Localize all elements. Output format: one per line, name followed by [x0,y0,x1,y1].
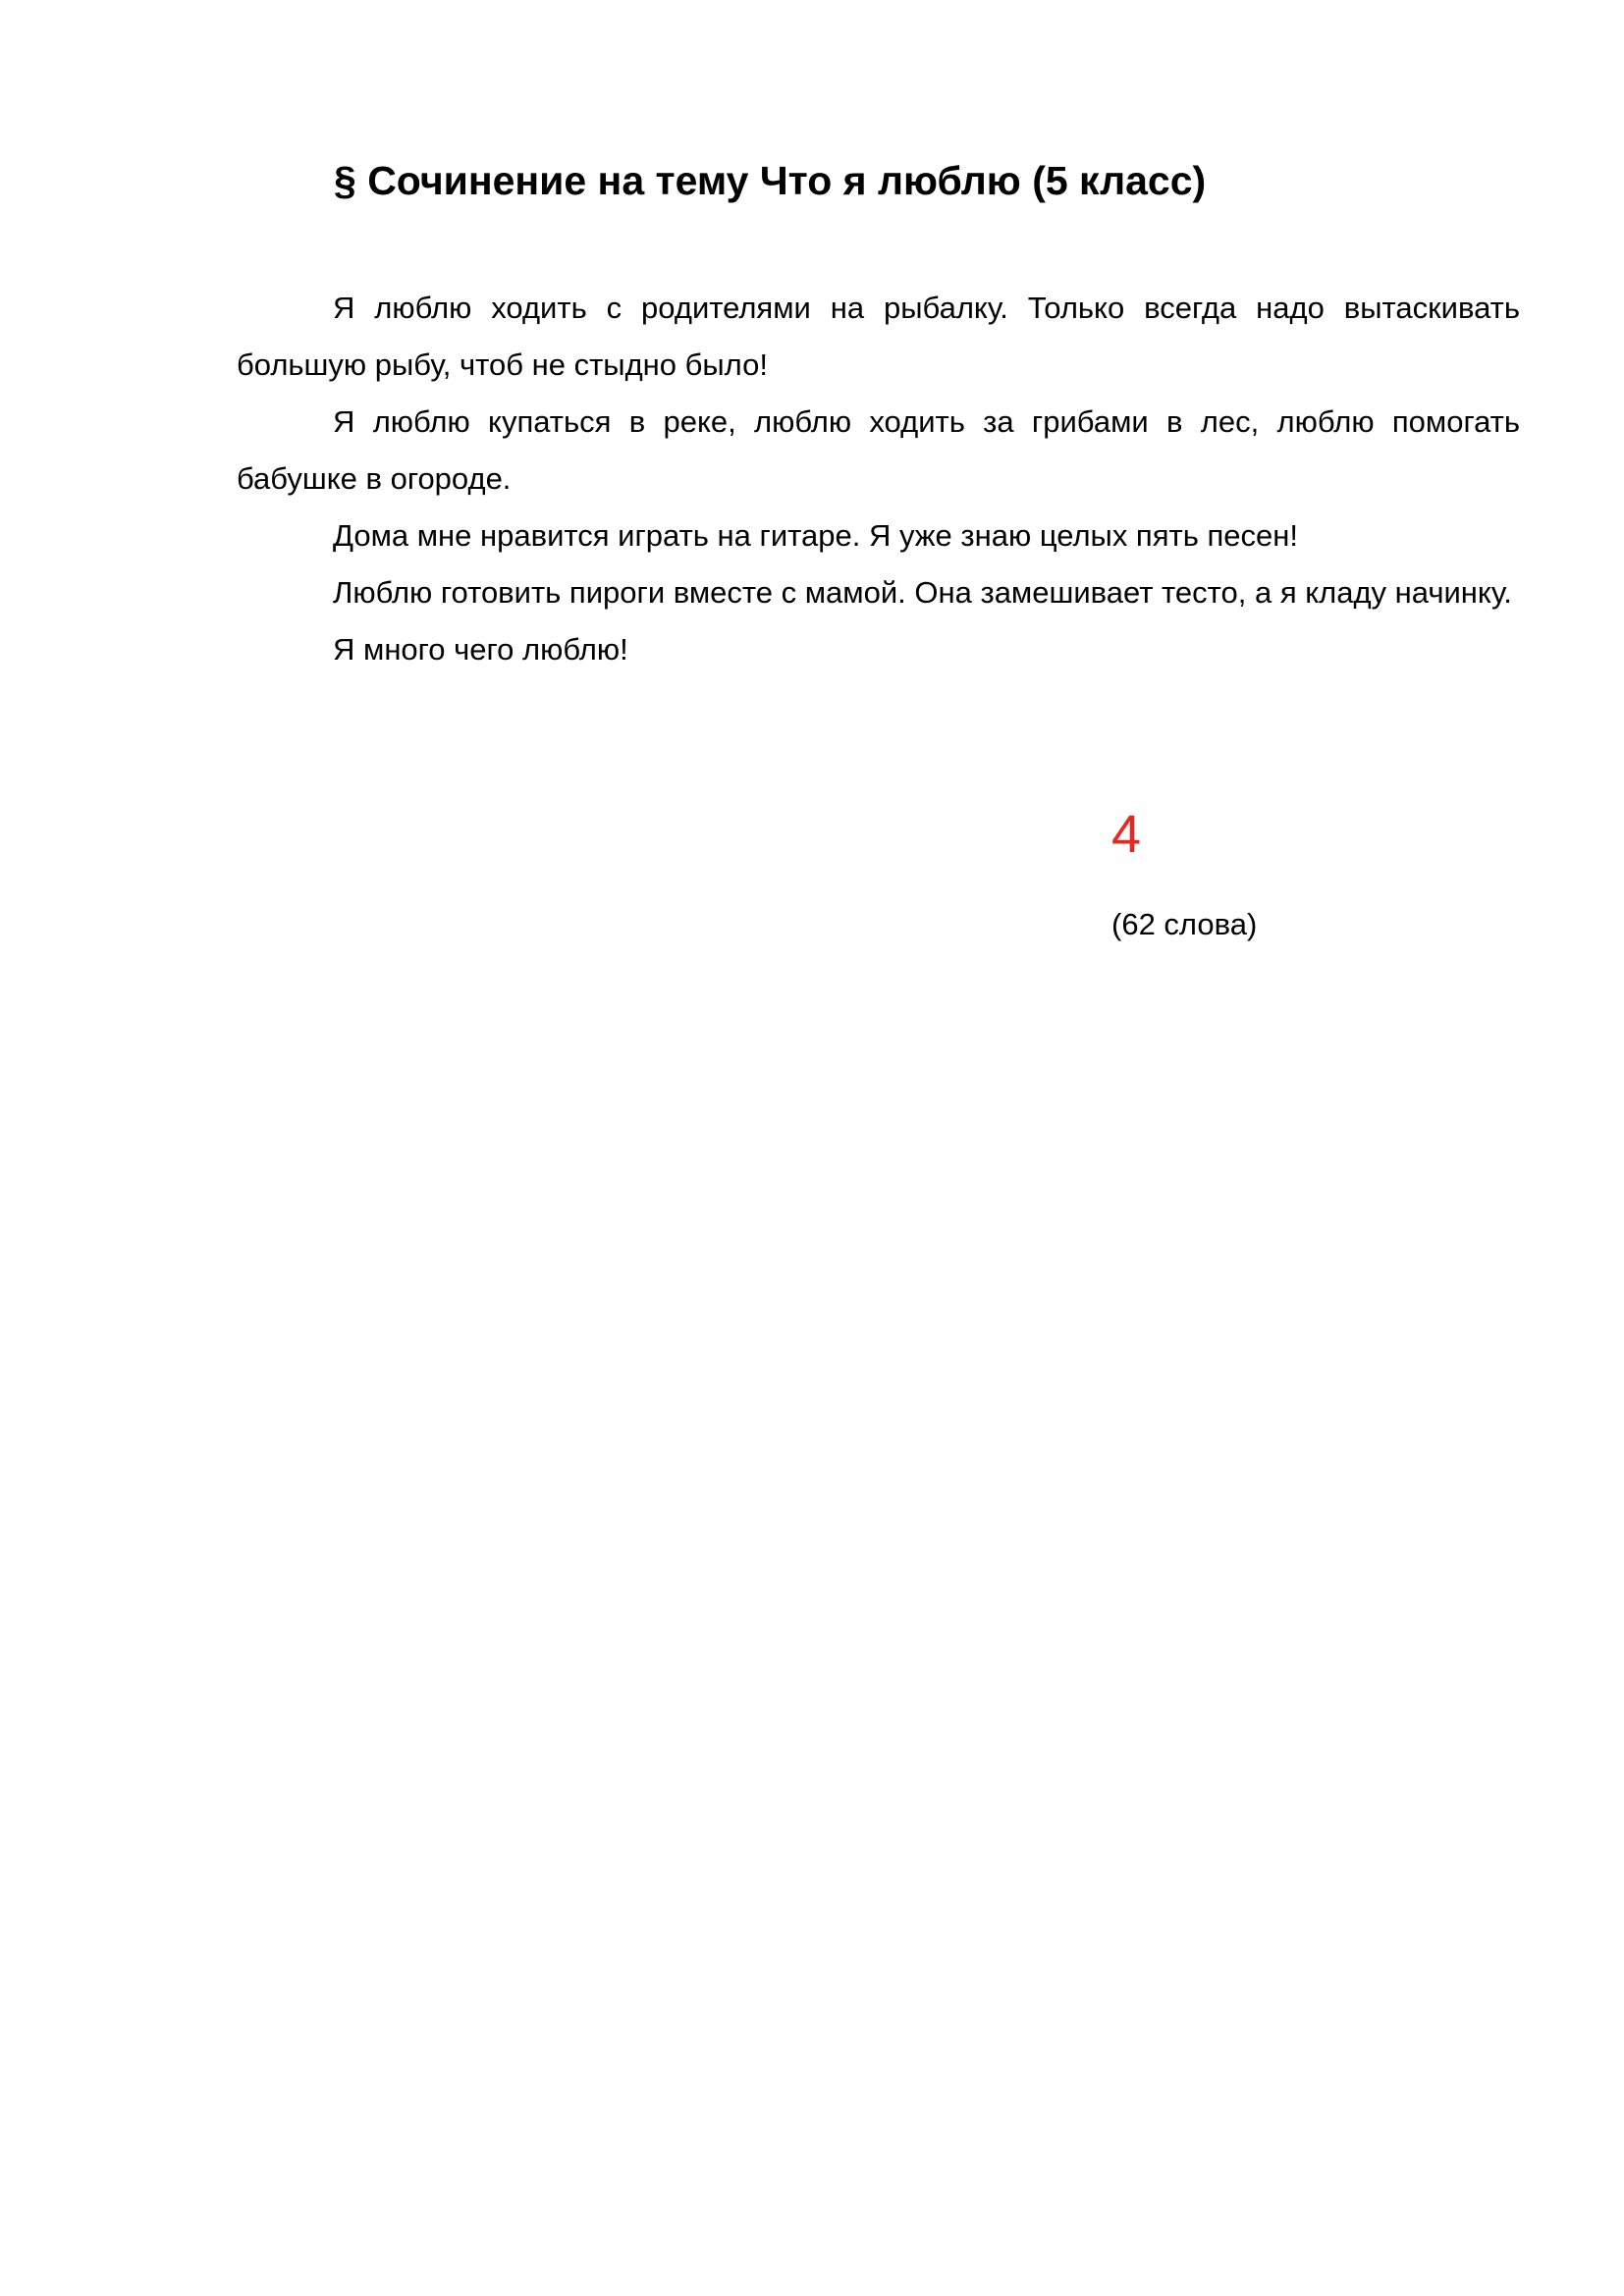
essay-paragraph: Дома мне нравится играть на гитаре. Я уже знаю целых пять песен! [333,518,1298,553]
essay-paragraph: Я много чего люблю! [333,632,628,667]
essay-paragraph: Люблю готовить пироги вместе с мамой. Она замешивает тесто, а я кладу начинку. [333,575,1512,610]
essay-paragraph: Я люблю купаться в реке, люблю ходить за грибами в лес, люблю помогать бабушке в огороде. [237,404,1520,496]
essay-paragraph: Я люблю ходить с родителями на рыбалку. Только всегда надо вытаскивать большую рыбу, чтоб не стыдно было! [237,291,1520,382]
word-count: (62 слова) [1111,907,1258,941]
grade-mark: 4 [1111,805,1142,864]
essay-body [237,280,1520,678]
essay-title: § Сочинение на тему Что я люблю (5 класс) [334,158,1207,203]
